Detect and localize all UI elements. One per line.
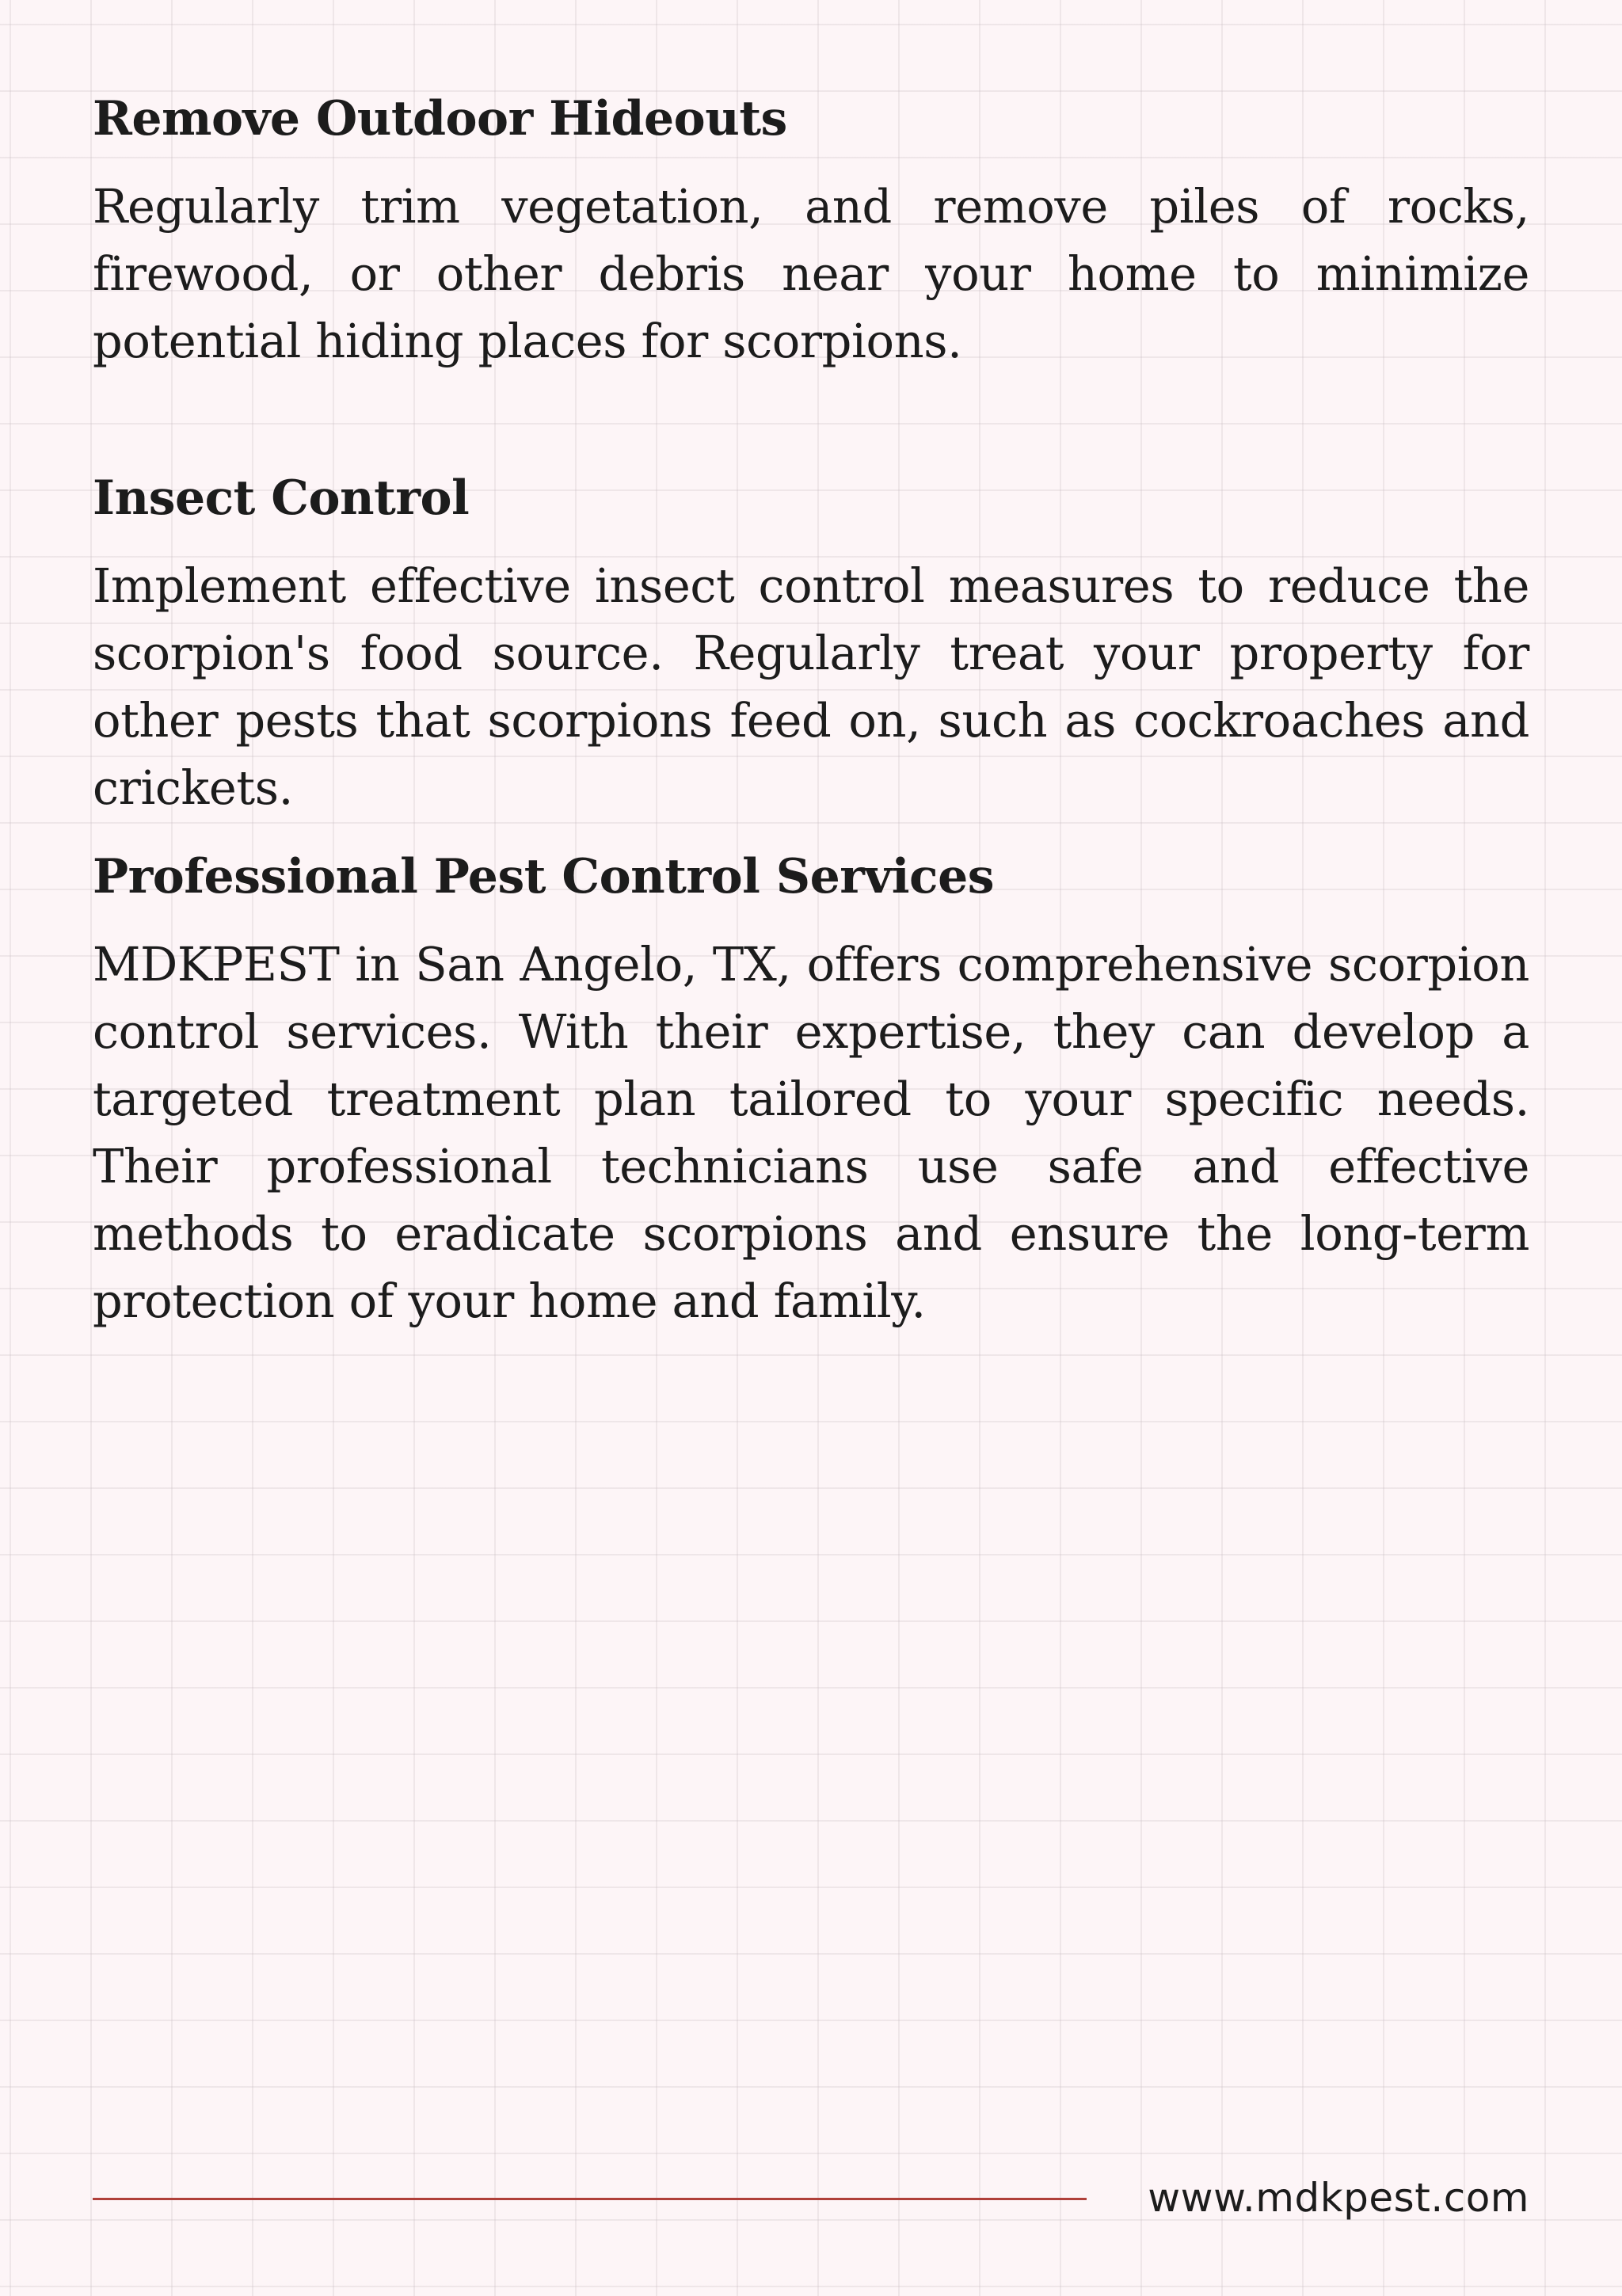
section-heading: Insect Control <box>93 470 470 526</box>
section-paragraph: Regularly trim vegetation, and remove piles of rocks, firewood, or other debris near your home to minimize potential hiding places for scorpions. <box>93 179 1529 368</box>
section-spacer <box>93 375 1529 465</box>
footer-website-url: www.mdkpest.com <box>1148 2175 1529 2221</box>
section-insect-control <box>93 465 1529 821</box>
footer-divider-line <box>93 2198 1087 2200</box>
section-heading: Professional Pest Control Services <box>93 849 995 904</box>
section-heading: Remove Outdoor Hideouts <box>93 91 787 147</box>
section-paragraph: MDKPEST in San Angelo, TX, offers comprehensive scorpion control services. With their expertise, they can develop a targeted treatment plan tailored to your specific needs. Their professional technicians use safe and effective methods to eradicate scorpions and ensure the long-term protection of your home and family. <box>93 937 1529 1328</box>
section-professional-pest-control <box>93 843 1529 1335</box>
section-spacer <box>93 821 1529 843</box>
section-paragraph: Implement effective insect control measures to reduce the scorpion's food source. Regularly treat your property for other pests that scorpions feed on, such as cockroaches and crickets. <box>93 558 1529 815</box>
section-remove-outdoor-hideouts <box>93 86 1529 375</box>
document-content <box>93 86 1529 1335</box>
